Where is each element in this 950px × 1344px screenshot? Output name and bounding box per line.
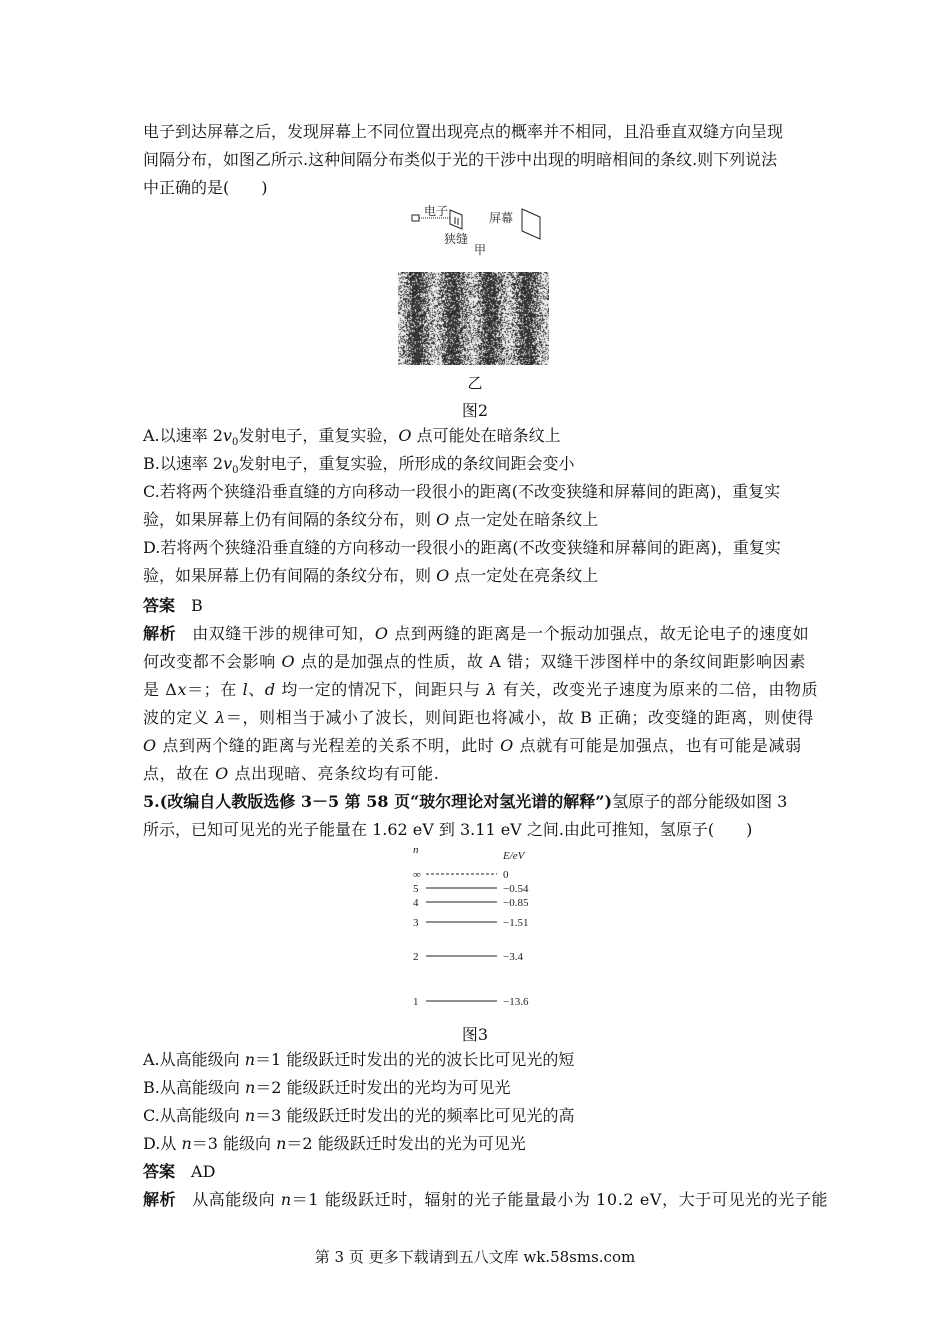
analysis-text: 从高能级向 <box>192 1190 281 1209</box>
q4-option-c-text-2: 点一定处在暗条纹上 <box>449 510 599 529</box>
option-text: A.从高能级向 <box>143 1050 245 1069</box>
q5-answer <box>143 1162 215 1182</box>
answer-value: B <box>191 596 203 615</box>
interference-pattern-image <box>398 272 549 365</box>
q5-option-d <box>143 1134 526 1154</box>
screen-icon <box>522 209 540 239</box>
analysis-text: 波的定义 <box>143 708 216 727</box>
option-text: ＝3 能级向 <box>191 1134 277 1153</box>
answer-label: 答案 <box>143 1162 176 1181</box>
q4-option-a-text-3: 点可能处在暗条纹上 <box>411 426 561 445</box>
level-n-label: 3 <box>413 917 419 929</box>
intro-line-1: 电子到达屏幕之后，发现屏幕上不同位置出现亮点的概率并不相同，且沿垂直双缝方向呈现 <box>143 122 784 141</box>
analysis-text: ＝，则相当于减小了波长，则间距也将减小，故 B 正确；改变缝的距离，则使得 <box>225 708 814 727</box>
q4-option-c-line-2 <box>143 510 598 530</box>
var-o: O <box>500 736 514 755</box>
q4-option-c-line-1: C.若将两个狭缝沿垂直缝的方向移动一段很小的距离(不改变狭缝和屏幕间的距离)，重复实 <box>143 482 781 501</box>
q4-option-b <box>143 454 575 481</box>
analysis-text: ＝；在 <box>187 680 243 699</box>
analysis-text: 由双缝干涉的规律可知， <box>192 624 375 643</box>
q4-option-d-text: 验，如果屏幕上仍有间隔的条纹分布，则 <box>143 566 437 585</box>
q4-option-d-line-1: D.若将两个狭缝沿垂直缝的方向移动一段很小的距离(不改变狭缝和屏幕间的距离)，重复实 <box>143 538 781 557</box>
analysis-text: 有关，改变光子速度为原来的二倍，由物质 <box>497 680 819 699</box>
level-energy-label: −0.85 <box>503 897 529 909</box>
var-x: x <box>177 680 188 699</box>
level-energy-label: −3.4 <box>503 951 523 963</box>
figure-2-apparatus-diagram <box>410 205 550 265</box>
var-l: l <box>242 680 249 699</box>
var-o: O <box>281 652 296 671</box>
level-n-label: 4 <box>413 897 419 909</box>
q4-option-c-text: 验，如果屏幕上仍有间隔的条纹分布，则 <box>143 510 437 529</box>
var-lambda: λ <box>486 680 498 699</box>
figure-3-energy-level-diagram <box>405 843 545 1015</box>
q5-option-b <box>143 1078 511 1098</box>
var-o: O <box>215 764 229 783</box>
var-n: n <box>280 1190 292 1209</box>
label-screen: 屏幕 <box>489 211 514 225</box>
subscript-0: 0 <box>231 437 239 449</box>
level-energy-label: −13.6 <box>503 996 529 1008</box>
q4-option-d-text-2: 点一定处在亮条纹上 <box>449 566 599 585</box>
figure-3-caption: 图3 <box>461 1025 489 1044</box>
var-n: n <box>244 1106 256 1125</box>
q5-option-c <box>143 1106 574 1126</box>
q4-option-a <box>143 426 561 453</box>
q4-option-a-text-2: 发射电子，重复实验， <box>238 426 399 445</box>
label-yi: 乙 <box>467 374 483 392</box>
q4-answer <box>143 596 203 616</box>
q4-analysis-line-5 <box>143 736 802 756</box>
analysis-text: 点就有可能是加强点，也有可能是减弱 <box>513 736 802 755</box>
page-footer: 第 3 页 更多下载请到五八文库 wk.58sms.com <box>314 1248 636 1266</box>
option-text: C.从高能级向 <box>143 1106 245 1125</box>
analysis-label: 解析 <box>143 624 177 643</box>
analysis-text: 点，故在 <box>143 764 216 783</box>
axis-n-header: n <box>413 844 419 856</box>
option-text: ＝2 能级跃迁时发出的光为可见光 <box>286 1134 526 1153</box>
q5-stem-line-1 <box>143 792 787 812</box>
option-text: D.从 <box>143 1134 182 1153</box>
intro-line-2: 间隔分布，如图乙所示.这种间隔分布类似于光的干涉中出现的明暗相间的条纹.则下列说法 <box>143 150 778 169</box>
analysis-text: 是 Δ <box>143 680 178 699</box>
label-electron: 电子 <box>424 205 449 218</box>
q4-analysis-line-3 <box>143 680 818 700</box>
q4-option-d-line-2 <box>143 566 598 586</box>
var-v: v <box>222 426 232 445</box>
analysis-text: 点到两个缝的距离与光程差的关系不明，此时 <box>156 736 501 755</box>
var-d: d <box>264 680 276 699</box>
var-o: O <box>436 510 450 529</box>
intro-line-3: 中正确的是( ) <box>143 178 268 197</box>
option-text: ＝1 能级跃迁时发出的光的波长比可见光的短 <box>255 1050 575 1069</box>
analysis-label: 解析 <box>143 1190 177 1209</box>
figure-2-caption: 图2 <box>461 401 489 420</box>
option-text: ＝3 能级跃迁时发出的光的频率比可见光的高 <box>255 1106 575 1125</box>
analysis-text: 点到两缝的距离是一个振动加强点，故无论电子的速度如 <box>388 624 810 643</box>
label-slit: 狭缝 <box>444 232 469 246</box>
analysis-text: ＝1 能级跃迁时，辐射的光子能量最小为 10.2 eV，大于可见光的光子能 <box>291 1190 829 1209</box>
q4-analysis-line-1 <box>143 624 809 644</box>
option-text: B.从高能级向 <box>143 1078 245 1097</box>
var-o: O <box>374 624 389 643</box>
label-jia: 甲 <box>474 243 487 257</box>
analysis-text: 、 <box>248 680 265 699</box>
var-n: n <box>244 1050 256 1069</box>
var-o: O <box>436 566 450 585</box>
var-n: n <box>244 1078 256 1097</box>
var-lambda: λ <box>215 708 226 727</box>
analysis-text: 点的是加强点的性质，故 A 错；双缝干涉图样中的条纹间距影响因素 <box>295 652 806 671</box>
var-o: O <box>398 426 412 445</box>
double-slit-icon <box>450 210 462 229</box>
var-n: n <box>181 1134 192 1153</box>
level-energy-label: 0 <box>503 869 509 881</box>
level-energy-label: −0.54 <box>503 883 529 895</box>
q5-number-and-source: 5.(改编自人教版选修 3－5 第 58 页“玻尔理论对氢光谱的解释”) <box>143 792 613 811</box>
option-text: ＝2 能级跃迁时发出的光均为可见光 <box>255 1078 511 1097</box>
analysis-text: 点出现暗、亮条纹均有可能. <box>228 764 440 783</box>
analysis-text: 均一定的情况下，间距只与 <box>275 680 487 699</box>
q4-option-a-text: A.以速率 2 <box>143 426 223 445</box>
level-n-label: ∞ <box>413 869 421 881</box>
analysis-text: 何改变都不会影响 <box>143 652 282 671</box>
q4-option-b-text: B.以速率 2 <box>143 454 224 473</box>
subscript-0: 0 <box>232 465 239 477</box>
q5-analysis-line-1 <box>143 1190 828 1210</box>
var-v: v <box>223 454 233 473</box>
level-energy-label: −1.51 <box>503 917 529 929</box>
axis-e-header: E/eV <box>503 850 525 862</box>
level-n-label: 5 <box>413 883 419 895</box>
q4-analysis-line-4 <box>143 708 814 728</box>
answer-value: AD <box>191 1162 216 1181</box>
q5-option-a <box>143 1050 574 1070</box>
q4-analysis-line-6 <box>143 764 439 784</box>
var-n: n <box>276 1134 287 1153</box>
level-n-label: 1 <box>413 996 419 1008</box>
q5-stem-line-2: 所示，已知可见光的光子能量在 1.62 eV 到 3.11 eV 之间.由此可推知，氢原子( ) <box>143 820 753 839</box>
var-o: O <box>143 736 157 755</box>
q5-stem-text: 氢原子的部分能级如图 3 <box>612 792 788 811</box>
q4-option-b-text-2: 发射电子，重复实验，所形成的条纹间距会变小 <box>238 454 575 473</box>
answer-label: 答案 <box>143 596 176 615</box>
q4-analysis-line-2 <box>143 652 806 672</box>
level-n-label: 2 <box>413 951 419 963</box>
energy-levels <box>413 869 529 1008</box>
